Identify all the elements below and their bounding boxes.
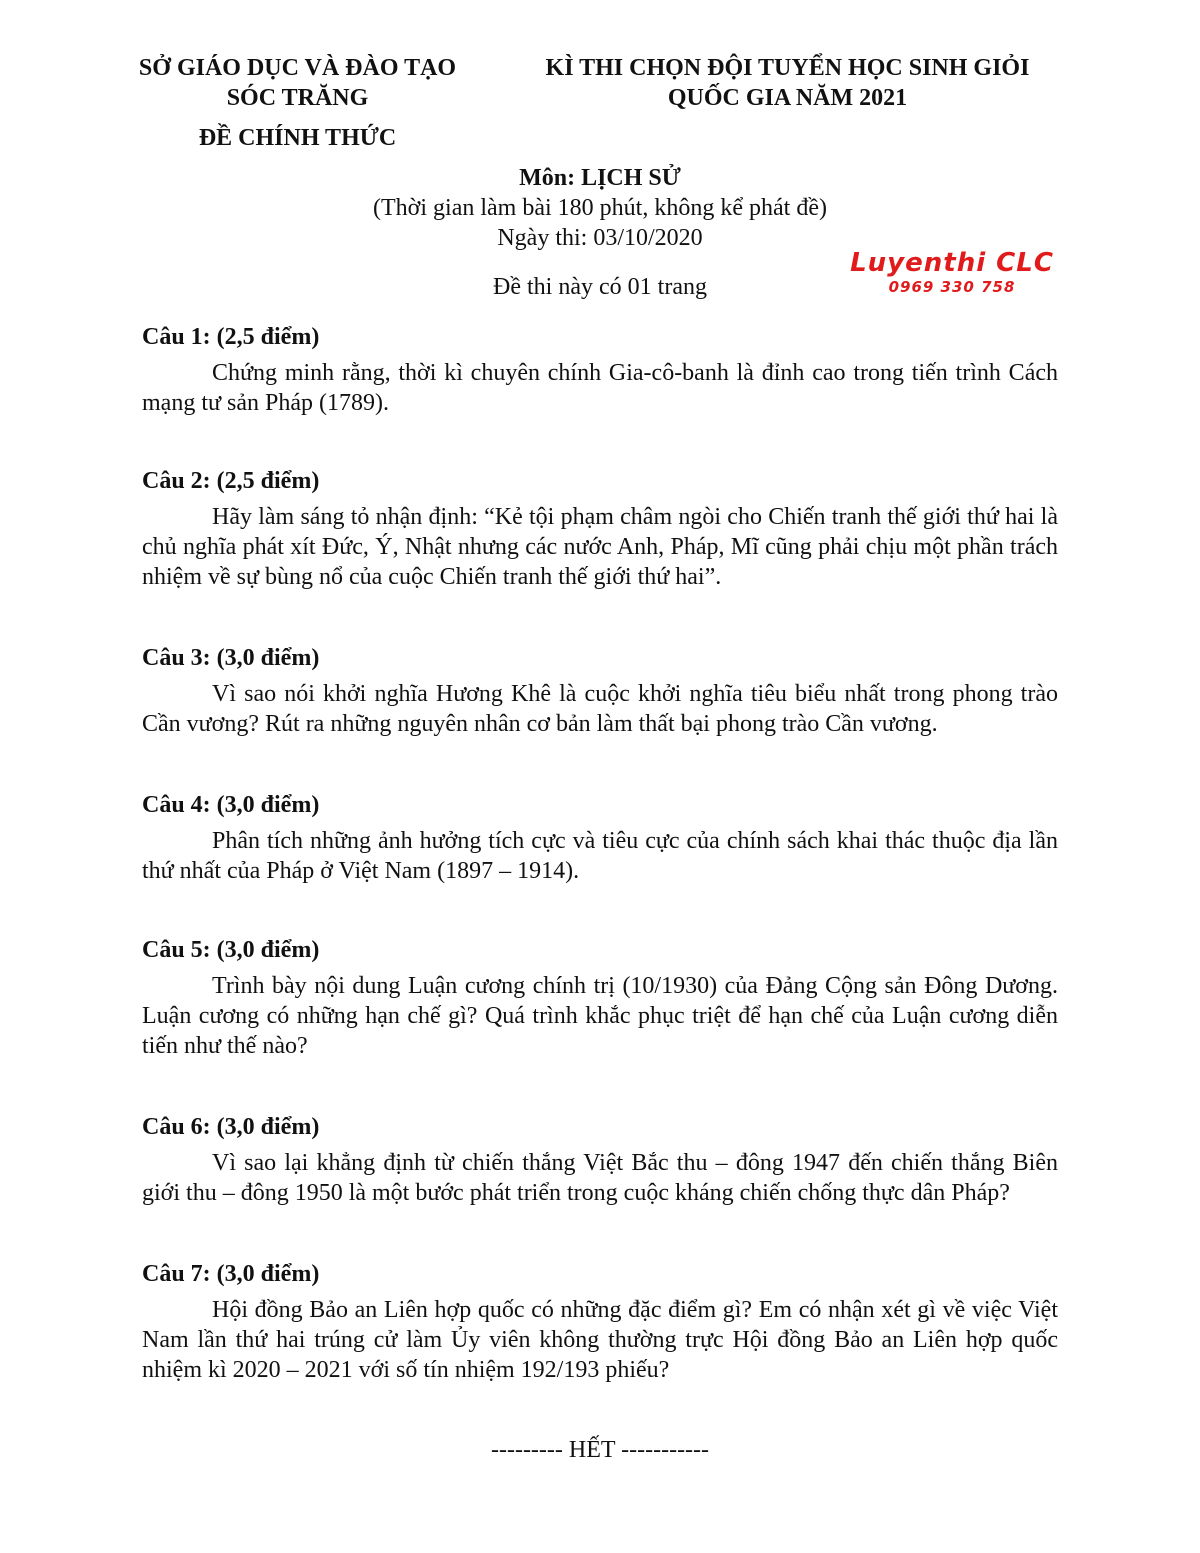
question-title: Câu 1: (2,5 điểm) <box>142 324 320 350</box>
exam-title-line1: KÌ THI CHỌN ĐỘI TUYỂN HỌC SINH GIỎI <box>545 55 1030 81</box>
exam-duration: (Thời gian làm bài 180 phút, không kể phát đề) <box>373 195 827 221</box>
exam-info <box>300 163 900 253</box>
question-7 <box>142 1259 1058 1385</box>
question-1 <box>142 322 1058 418</box>
question-title: Câu 6: (3,0 điểm) <box>142 1114 320 1140</box>
question-text: Hãy làm sáng tỏ nhận định: “Kẻ tội phạm châm ngòi cho Chiến tranh thế giới thứ hai là chủ nghĩa phát xít Đức, Ý, Nhật nhưng các nước Anh, Pháp, Mĩ cũng phải chịu một phần trách nhiệm về sự bùng nổ của cuộc Chiến tranh thế giới thứ hai”. <box>142 504 1058 590</box>
question-text: Hội đồng Bảo an Liên hợp quốc có những đặc điểm gì? Em có nhận xét gì về việc Việt Nam lần thứ hai trúng cử làm Ủy viên không thường trực Hội đồng Bảo an Liên hợp quốc nhiệm kì 2020 – 2021 với số tín nhiệm 192/193 phiếu? <box>142 1297 1058 1383</box>
question-text: Vì sao lại khẳng định từ chiến thắng Việt Bắc thu – đông 1947 đến chiến thắng Biên giới thu – đông 1950 là một bước phát triển trong cuộc kháng chiến chống thực dân Pháp? <box>142 1150 1058 1206</box>
province-name: SÓC TRĂNG <box>226 85 369 111</box>
question-5 <box>142 935 1058 1061</box>
question-text: Phân tích những ảnh hưởng tích cực và tiêu cực của chính sách khai thác thuộc địa lần thứ nhất của Pháp ở Việt Nam (1897 – 1914). <box>142 828 1058 884</box>
question-title: Câu 3: (3,0 điểm) <box>142 645 320 671</box>
question-3 <box>142 643 1058 739</box>
watermark-logo <box>836 248 1068 296</box>
question-text: Chứng minh rằng, thời kì chuyên chính Gia-cô-banh là đỉnh cao trong tiến trình Cách mạng tư sản Pháp (1789). <box>142 360 1058 416</box>
exam-title-line2: QUỐC GIA NĂM 2021 <box>667 85 908 111</box>
official-label: ĐỀ CHÍNH THỨC <box>198 125 397 151</box>
question-title: Câu 4: (3,0 điểm) <box>142 792 320 818</box>
department-name: SỞ GIÁO DỤC VÀ ĐÀO TẠO <box>138 55 457 81</box>
end-mark: --------- HẾT ----------- <box>490 1437 710 1463</box>
exam-title <box>500 53 1075 113</box>
page-count: Đề thi này có 01 trang <box>493 274 707 300</box>
question-6 <box>142 1112 1058 1208</box>
question-text: Vì sao nói khởi nghĩa Hương Khê là cuộc khởi nghĩa tiêu biểu nhất trong phong trào Cần vương? Rút ra những nguyên nhân cơ bản làm thất bại phong trào Cần vương. <box>142 681 1058 737</box>
question-title: Câu 7: (3,0 điểm) <box>142 1261 320 1287</box>
question-title: Câu 5: (3,0 điểm) <box>142 937 320 963</box>
question-4 <box>142 790 1058 886</box>
issuing-authority <box>110 53 485 153</box>
watermark-name: Luyenthi CLC <box>850 248 1054 278</box>
subject-title: Môn: LỊCH SỬ <box>519 165 681 191</box>
question-text: Trình bày nội dung Luận cương chính trị (10/1930) của Đảng Cộng sản Đông Dương. Luận cương có những hạn chế gì? Quá trình khắc phục triệt để hạn chế của Luận cương diễn tiến như thế nào? <box>142 973 1058 1059</box>
question-title: Câu 2: (2,5 điểm) <box>142 468 320 494</box>
watermark-phone: 0969 330 758 <box>888 278 1016 296</box>
question-2 <box>142 466 1058 592</box>
exam-date: Ngày thi: 03/10/2020 <box>497 225 703 251</box>
